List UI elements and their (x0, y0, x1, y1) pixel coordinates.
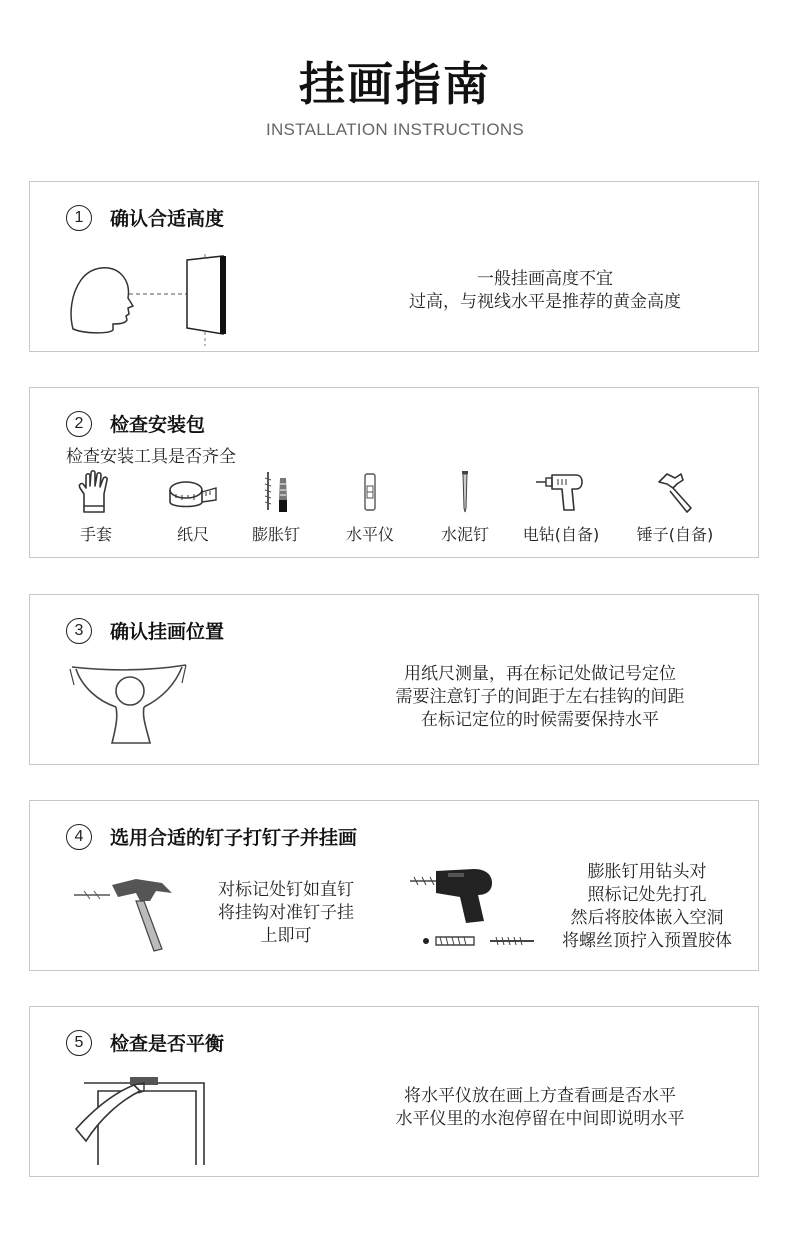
measuring-person-illustration (68, 657, 192, 747)
step-3-desc: 用纸尺测量，再在标记处做记号定位 需要注意钉子的间距于左右挂钩的间距 在标记定位的时候需要保持水平 (395, 664, 685, 730)
step-5-card (29, 1006, 759, 1177)
step-1-desc: 一般挂画高度不宜 过高，与视线水平是推荐的黄金高度 (409, 269, 681, 312)
page-title: 挂画指南 (299, 57, 491, 111)
hammer-icon (653, 470, 697, 514)
step-1-header (66, 204, 224, 231)
anchor-screw-icon (254, 470, 298, 514)
frame-icon (84, 1083, 204, 1165)
step-title: 检查是否平衡 (110, 1033, 225, 1055)
tool-level: 水平仪 (325, 470, 415, 545)
step-title: 选用合适的钉子打钉子并挂画 (110, 827, 358, 849)
step-1-card (29, 181, 759, 352)
step-4-header (66, 823, 357, 850)
head-icon (116, 677, 144, 705)
step-5-desc: 将水平仪放在画上方查看画是否水平 水平仪里的水泡停留在中间即说明水平 (395, 1086, 685, 1129)
eye-level-illustration (65, 254, 245, 346)
step-3-card (29, 594, 759, 765)
step-title: 检查安装包 (110, 414, 206, 436)
tool-glove: 手套 (51, 470, 141, 545)
hand-icon (76, 1085, 140, 1141)
page-subtitle: INSTALLATION INSTRUCTIONS (265, 120, 525, 139)
step-number: 4 (66, 824, 92, 850)
frame-icon (187, 256, 223, 334)
nail-icon (443, 470, 487, 514)
step-5-header (66, 1029, 224, 1056)
step-3-header (66, 617, 224, 644)
tool-hammer: 锤子(自备) (630, 470, 720, 545)
head-profile-icon (71, 268, 133, 333)
step-number: 5 (66, 1030, 92, 1056)
step-number: 1 (66, 205, 92, 231)
step-2-card (29, 387, 759, 558)
step-number: 3 (66, 618, 92, 644)
step-title: 确认合适高度 (110, 208, 225, 230)
tool-tape: 纸尺 (148, 470, 238, 545)
tool-drill: 电钻(自备) (516, 470, 606, 545)
step-title: 确认挂画位置 (110, 621, 225, 643)
step-2-header (66, 410, 205, 437)
drill-icon (534, 470, 588, 514)
tool-anchor: 膨胀钉 (231, 470, 321, 545)
glove-icon (74, 470, 118, 514)
step-number: 2 (66, 411, 92, 437)
tape-measure-icon (166, 470, 220, 514)
step-4-desc-right: 膨胀钉用钻头对 照标记处先打孔 然后将胶体嵌入空洞 将螺丝顶拧入预置胶体 (562, 862, 732, 951)
level-check-illustration (74, 1069, 214, 1167)
hammer-nail-illustration (70, 877, 182, 953)
drill-anchor-illustration (396, 863, 538, 953)
tools-subtitle: 检查安装工具是否齐全 (66, 447, 236, 467)
step-4-card (29, 800, 759, 971)
drill-icon (436, 869, 492, 923)
step-4-desc-left: 对标记处钉如直钉 将挂钩对准钉子挂 上即可 (218, 880, 354, 946)
level-icon (348, 470, 392, 514)
hammer-icon (112, 879, 172, 901)
tool-nail: 水泥钉 (420, 470, 510, 545)
